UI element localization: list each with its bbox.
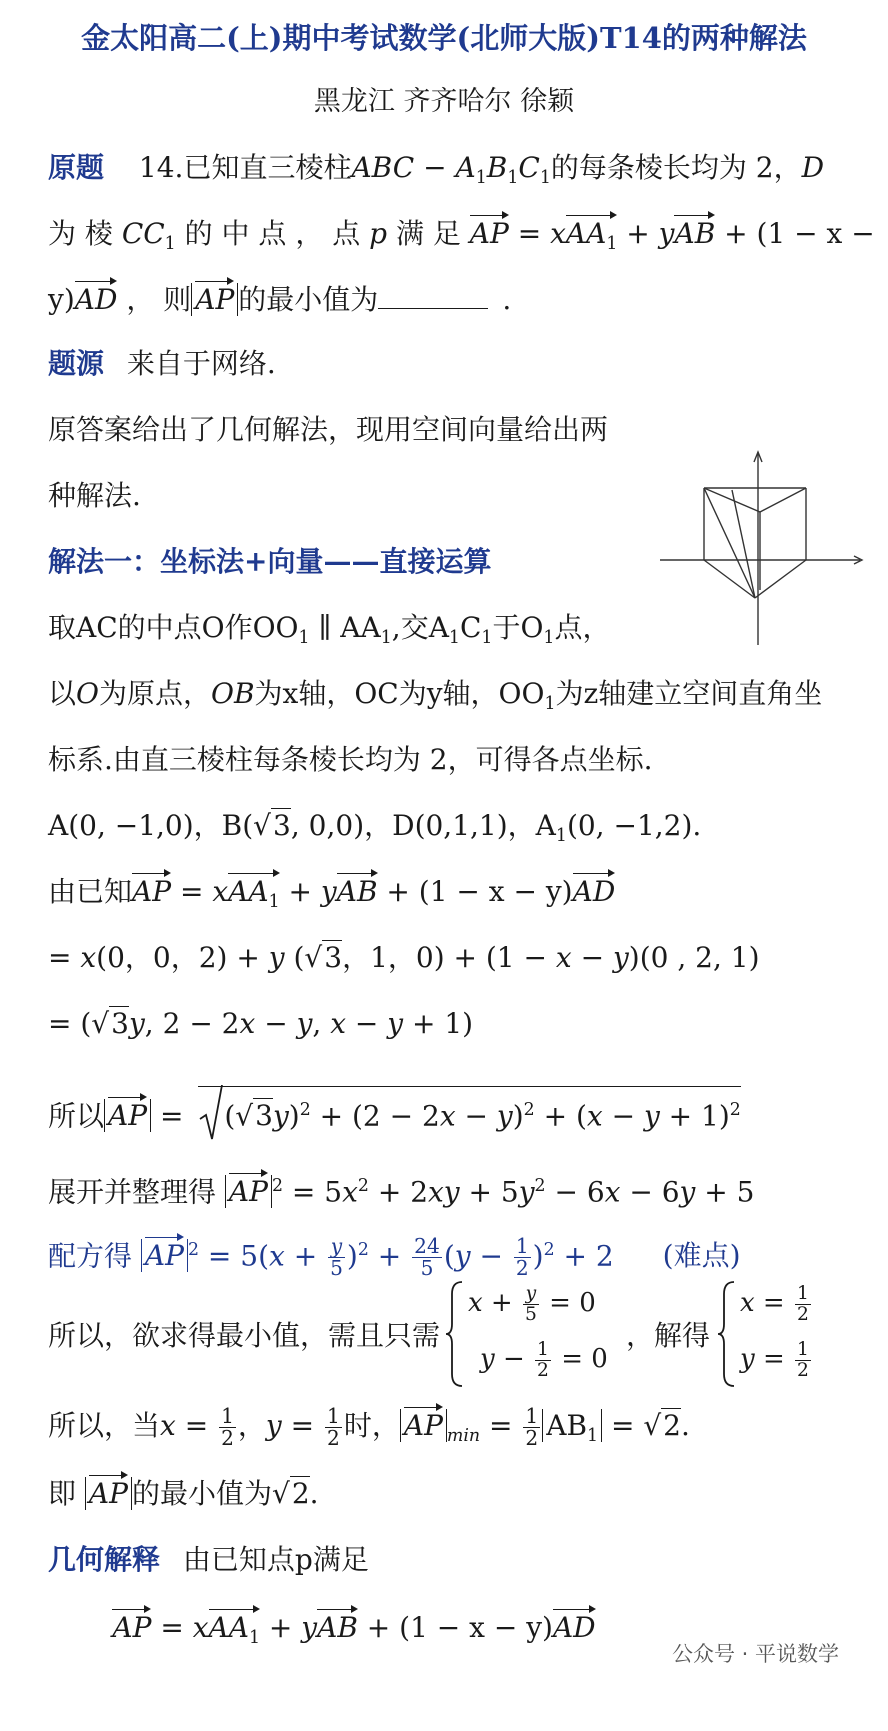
author-line: 黑龙江 齐齐哈尔 徐颖 <box>313 86 575 117</box>
answer-blank <box>378 282 488 309</box>
geometric-line <box>48 1540 858 1580</box>
problem-line-2: 为 棱 $CC_1$ 的 中 点 ， 点 p 满 足 AP = xAA$_1$ + yAB + (1 − x − <box>48 214 858 264</box>
problem-line-3: y)AD ， 则 AP 的最小值为 . <box>48 280 858 320</box>
intro-line-1: 原答案给出了几何解法，现用空间向量给出两 <box>48 413 609 446</box>
method1-line-12: 所以，当x = $\frac{1}{2}$ ，y = $\frac{1}{2}$ 时， AP $_{min}$ = $\frac{1}{2}$ $AB_1 = √2$. <box>48 1404 690 1451</box>
method1-heading: 解法一：坐标法+向量——直接运算 <box>48 545 492 578</box>
geometric-formula: AP = xAA$_1$ + yAB + (1 − x − y)AD <box>0 1608 708 1658</box>
right-brace <box>716 1280 736 1388</box>
solution-y: y = $\frac{1}{2}$ <box>740 1338 809 1381</box>
left-brace <box>444 1280 464 1388</box>
solve-word: ，解得 <box>626 1319 711 1352</box>
method1-line-3: 标系.由直三棱柱每条棱长均为 2，可得各点坐标. <box>48 743 653 776</box>
sqrt-sign <box>198 1085 224 1141</box>
source-text: 来自于网络. <box>126 347 276 380</box>
difficulty-note: (难点) <box>662 1239 741 1273</box>
source-line <box>48 344 858 384</box>
problem-label: 原题 <box>48 151 105 184</box>
method1-line-5: 由已知AP = xAA$_1$ + yAB + (1 − x − y)AD <box>48 872 858 922</box>
watermark: 公众号 · 平说数学 <box>672 1642 840 1666</box>
method1-line-8: 所以 AP = $(√3y)^2 + (2 - 2x - y)^2 + (x - y + 1)^2$ <box>48 1086 858 1139</box>
equation-2: y − $\frac{1}{2}$ = 0 <box>480 1338 608 1381</box>
equation-1: x + $\frac{y}{5}$ = 0 <box>468 1282 596 1325</box>
method1-line-11-prefix: 所以，欲求得最小值，需且只需 <box>48 1319 441 1352</box>
method1-line-4: A(0, −1,0)，B(√3, 0,0)，D(0,1,1)，$A_1(0$, −1,2). <box>48 809 702 847</box>
method1-line-1: 取AC的中点O作$OO_1$ ∥ $AA_1$,交$A_1C_1$于$O_1$点， <box>48 611 611 649</box>
problem-line-1: 原题 14.已知直三棱柱ABC − $A_1B_1C_1$的每条棱长均为 2，D <box>48 151 825 189</box>
page-title: 金太阳高二(上)期中考试数学(北师大版)T14的两种解法 <box>81 21 807 55</box>
solution-x: x = $\frac{1}{2}$ <box>740 1282 809 1325</box>
method1-line-13: 即 AP 的最小值为√2. <box>48 1474 858 1514</box>
geometric-label: 几何解释 <box>48 1543 161 1576</box>
method1-line-9: 展开并整理得 AP $^2 = 5x^2 + 2xy + 5y^2 - 6x - 6y + 5$ <box>48 1166 858 1212</box>
geometric-text: 由已知点p满足 <box>182 1543 369 1576</box>
method1-line-2: 以O为原点，OB为x轴，OC为y轴，$OO_1$为z轴建立空间直角坐 <box>48 677 823 715</box>
method1-line-7: = (√3y, 2 − 2x − y, x − y + 1) <box>48 1007 474 1040</box>
intro-line-2: 种解法. <box>48 479 141 512</box>
source-label: 题源 <box>48 347 105 380</box>
method1-line-6: = x(0，0，2) + y (√3，1，0) + (1 − x − y)(0 , 2, 1) <box>48 941 760 974</box>
method1-line-10: 配方得 AP $^2$ = 5(x + $\frac{y}{5}$ )$^2$ + $\frac{24}{5}$ (y − $\frac{1}{2}$ )$^2$ + 2 (难点) <box>48 1234 741 1281</box>
